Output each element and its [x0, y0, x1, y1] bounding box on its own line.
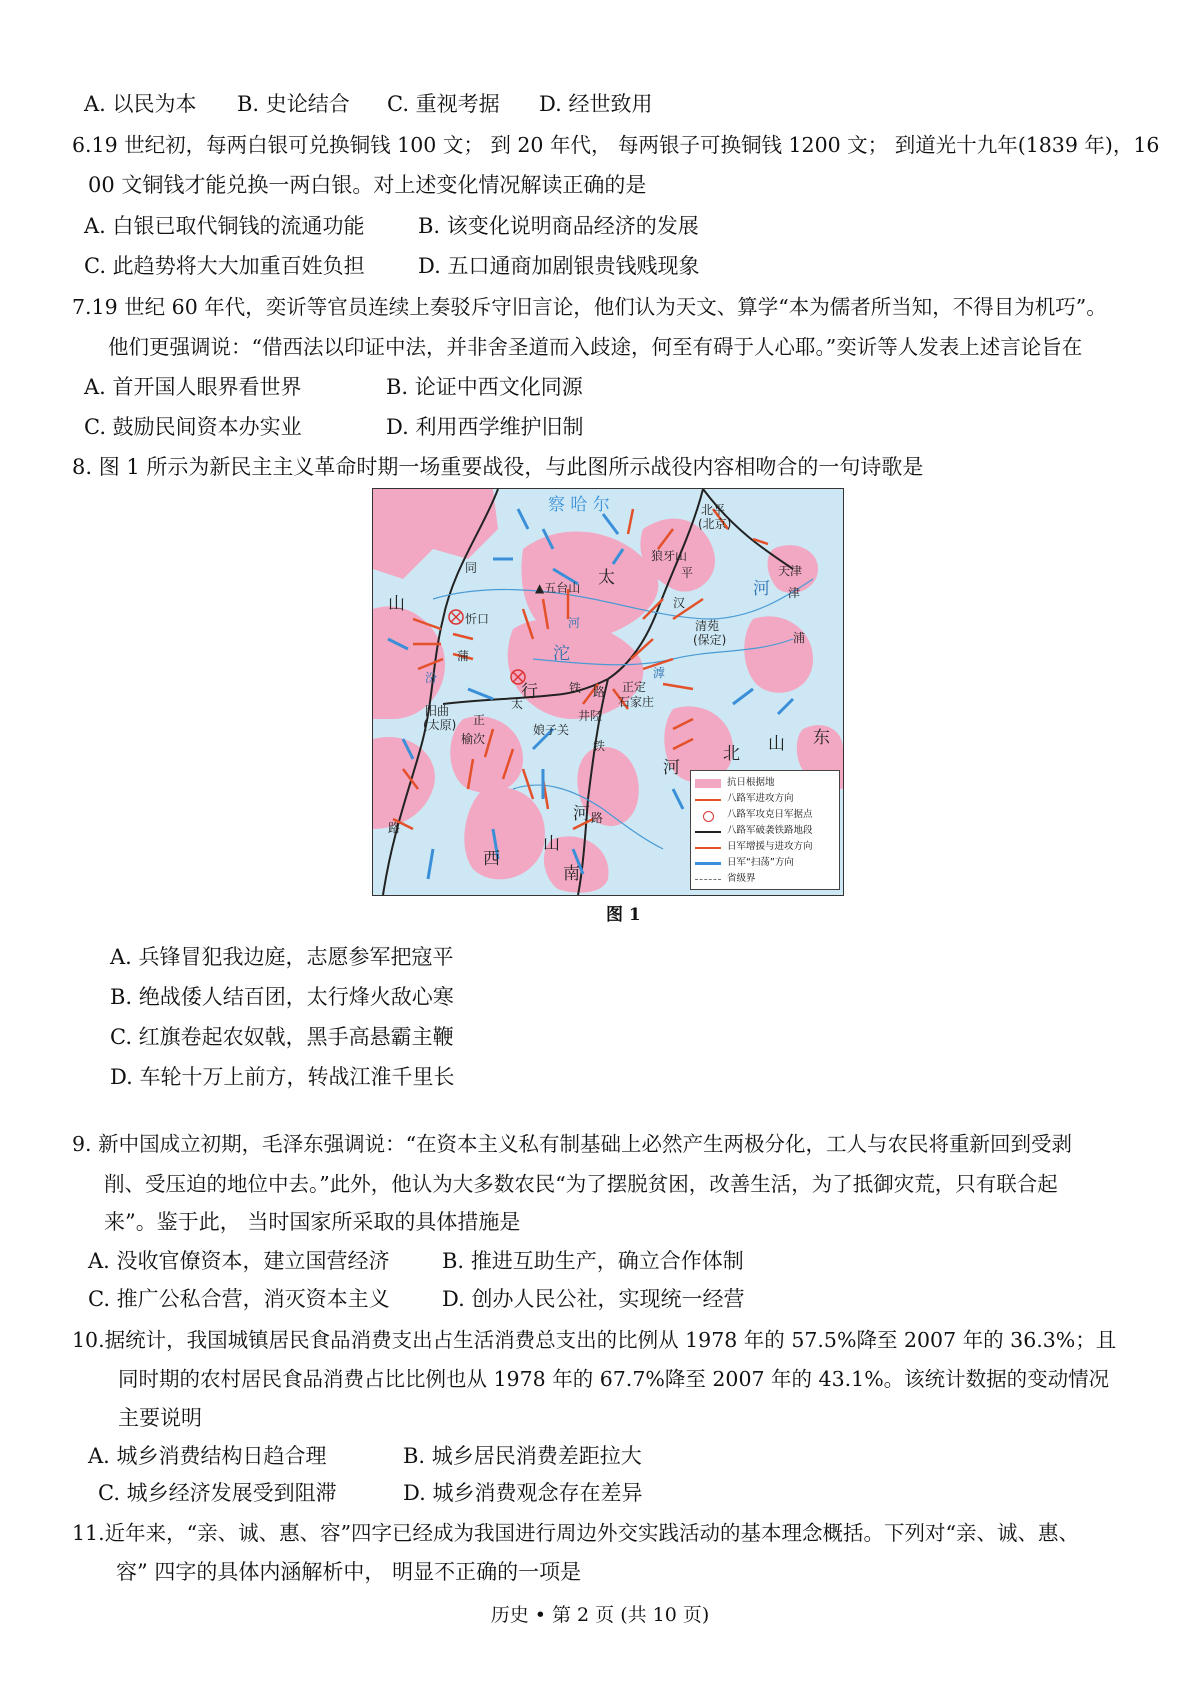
map-label-jin: 津	[788, 586, 801, 600]
map-label-tuo: 沱	[553, 644, 570, 664]
q9-options-row2	[88, 1285, 988, 1313]
map-label-he-river: 河	[753, 579, 770, 599]
q7-option-d: D. 利用西学维护旧制	[386, 415, 584, 439]
map-label-shan-big: 山	[543, 834, 560, 854]
page-footer: 历史 • 第 2 页 (共 10 页)	[490, 1604, 710, 1626]
q6-option-a: A. 白银已取代铜钱的流通功能	[84, 214, 365, 238]
map-label-henan-he: 河	[573, 804, 590, 824]
legend-label: 八路军进攻方向	[727, 793, 794, 804]
map-label-shanxi-shan: 山	[388, 594, 405, 614]
q9-options-row1	[88, 1247, 988, 1275]
map-label-tie-south: 铁	[593, 739, 606, 753]
legend-swatch-base-area	[695, 779, 721, 788]
q10-stem-line1: 10.据统计，我国城镇居民食品消费支出占生活消费总支出的比例从 1978 年的 57.5%降至 2007 年的 36.3%；且	[72, 1328, 1117, 1352]
legend-swatch-red-arrow	[695, 799, 721, 801]
map-label-tianjin: 天津	[778, 564, 803, 578]
legend-swatch-railway	[695, 831, 721, 833]
map-label-lu-north: 路	[593, 685, 606, 699]
map-label-hu: 滹	[653, 666, 666, 680]
q7-option-c: C. 鼓励民间资本办实业	[84, 415, 302, 439]
map-label-zheng: 正	[473, 713, 486, 727]
q7-stem-line2: 他们更强调说：“借西法以印证中法，并非舍圣道而入歧途，何至有碍于人心耶。”奕䜣等人发表上述言论旨在	[108, 335, 1083, 359]
q9-stem-line1: 9. 新中国成立初期，毛泽东强调说：“在资本主义私有制基础上必然产生两极分化，工人与农民将重新回到受剥	[72, 1132, 1073, 1156]
q9-option-d: D. 创办人民公社，实现统一经营	[442, 1287, 745, 1311]
q10-stem-line2: 同时期的农村居民食品消费占比比例也从 1978 年的 67.7%降至 2007 年的 43.1%。该统计数据的变动情况	[118, 1367, 1110, 1391]
map-label-chahaer: 察 哈 尔	[548, 495, 610, 515]
legend-label: 日军“扫荡”方向	[727, 857, 794, 868]
legend-label: 八路军破袭铁路地段	[727, 825, 813, 836]
legend-item-japanese-reinforce	[695, 841, 837, 853]
map-legend	[690, 770, 840, 890]
q9-stem-line2: 削、受压迫的地位中去。”此外，他认为大多数农民“为了摆脱贫困，改善生活，为了抵御灾荒，只有联合起	[104, 1172, 1058, 1196]
map-label-lu-south: 路	[591, 811, 604, 825]
q10-stem-line3: 主要说明	[118, 1406, 202, 1430]
q8-option-a: A. 兵锋冒犯我边庭，志愿参军把寇平	[110, 945, 454, 969]
map-label-han: 汉	[673, 596, 686, 610]
q6-stem-line2: 00 文铜钱才能兑换一两白银。对上述变化情况解读正确的是	[88, 173, 647, 197]
map-label-pu2: 浦	[793, 631, 806, 645]
map-label-langyashan: 狼牙山	[651, 549, 688, 563]
legend-label: 八路军攻克日军据点	[727, 809, 813, 820]
map-label-beiping: 北平	[701, 503, 726, 517]
legend-swatch-captured-icon	[703, 811, 714, 822]
map-label-niangziguan: 娘子关	[533, 723, 570, 737]
map-label-tong: 同	[465, 561, 478, 575]
map-label-baoding: (保定)	[693, 633, 727, 647]
q5-option-a: A. 以民为本	[84, 92, 197, 116]
map-label-yuci: 榆次	[461, 732, 486, 746]
legend-label: 省级界	[727, 873, 756, 884]
legend-item-eighth-route-attack	[695, 793, 837, 805]
q8-stem: 8. 图 1 所示为新民主主义革命时期一场重要战役，与此图所示战役内容相吻合的一句诗歌是	[72, 455, 924, 479]
q10-options-row1	[88, 1442, 988, 1470]
map-label-hebei-he: 河	[663, 758, 680, 778]
q9-option-b: B. 推进互助生产，确立合作体制	[442, 1249, 744, 1273]
map-label-xinkou: 忻口	[465, 612, 490, 626]
q6-stem-line1: 6.19 世纪初，每两白银可兑换铜钱 100 文； 到 20 年代， 每两银子可换铜钱 1200 文； 到道光十九年(1839 年)，16	[72, 133, 1160, 157]
map-label-lu-west: 路	[388, 821, 401, 835]
q10-option-c: C. 城乡经济发展受到阻滞	[98, 1481, 337, 1505]
map-label-zhengding: 正定	[622, 680, 647, 694]
q5-option-b: B. 史论结合	[237, 92, 350, 116]
figure-caption: 图 1	[606, 905, 641, 925]
legend-item-base-area	[695, 777, 837, 789]
q6-option-b: B. 该变化说明商品经济的发展	[418, 214, 699, 238]
q5-option-c: C. 重视考据	[387, 92, 500, 116]
q10-option-a: A. 城乡消费结构日趋合理	[88, 1444, 327, 1468]
q6-option-c: C. 此趋势将大大加重百姓负担	[84, 254, 365, 278]
legend-item-captured	[695, 809, 837, 821]
q10-options-row2	[98, 1479, 998, 1507]
q9-stem-line3: 来”。鉴于此， 当时国家所采取的具体措施是	[104, 1210, 521, 1234]
q9-option-a: A. 没收官僚资本，建立国营经济	[88, 1249, 390, 1273]
q7-options-row1	[84, 373, 984, 401]
q6-options-row1	[84, 212, 984, 240]
map-label-jingxing: 井陉	[578, 709, 603, 723]
legend-item-railway-raid	[695, 825, 837, 837]
map-label-wutaishan: ▲五台山	[535, 581, 581, 595]
map-label-taiyuan: (太原)	[423, 718, 457, 732]
map-label-hang: 行	[521, 682, 538, 702]
map-label-tai2: 太	[511, 697, 524, 711]
map-label-shandong-shan: 山	[768, 734, 785, 754]
legend-label: 日军增援与进攻方向	[727, 841, 813, 852]
map-label-he3: 河	[568, 616, 581, 630]
q7-option-b: B. 论证中西文化同源	[386, 375, 583, 399]
map-label-shandong-dong: 东	[813, 728, 830, 748]
legend-item-mopping-up	[695, 857, 837, 869]
q10-option-b: B. 城乡居民消费差距拉大	[403, 1444, 642, 1468]
map-label-shijiazhuang: 石家庄	[618, 695, 655, 709]
q7-stem-line1: 7.19 世纪 60 年代，奕䜣等官员连续上奏驳斥守旧言论，他们认为天文、算学“本为儒者所当知，不得目为机巧”。	[72, 295, 1107, 319]
q10-option-d: D. 城乡消费观念存在差异	[403, 1481, 643, 1505]
legend-swatch-blue-arrow	[695, 862, 721, 865]
map-label-qingyuan: 清苑	[695, 619, 720, 633]
map-label-henan-nan: 南	[563, 864, 580, 884]
legend-label: 抗日根据地	[727, 777, 775, 788]
q5-option-d: D. 经世致用	[539, 92, 653, 116]
q11-stem-line1: 11.近年来，“亲、诚、惠、容”四字已经成为我国进行周边外交实践活动的基本理念概括。下列对“亲、诚、惠、	[72, 1521, 1080, 1545]
legend-item-provincial-border	[695, 873, 837, 885]
map-label-tai: 太	[598, 568, 615, 588]
map-label-shanxi-xi: 西	[483, 849, 500, 869]
q8-option-d: D. 车轮十万上前方，转战江淮千里长	[110, 1065, 455, 1089]
q7-options-row2	[84, 413, 984, 441]
q9-option-c: C. 推广公私合营，消灭资本主义	[88, 1287, 390, 1311]
q6-options-row2	[84, 252, 984, 280]
map-label-pu: 蒲	[457, 649, 470, 663]
map-label-yangqu: 阳曲	[425, 704, 450, 718]
legend-swatch-border	[695, 879, 721, 880]
legend-swatch-japanese-arrow	[695, 847, 721, 849]
q11-stem-line2: 容” 四字的具体内涵解析中， 明显不正确的一项是	[116, 1560, 582, 1584]
q5-options	[84, 90, 1134, 118]
map-label-hebei-bei: 北	[723, 744, 740, 764]
map-label-ping: 平	[681, 566, 694, 580]
map-label-fen: 汾	[425, 671, 438, 685]
q8-option-c: C. 红旗卷起农奴戟，黑手高悬霸主鞭	[110, 1025, 454, 1049]
q6-option-d: D. 五口通商加剧银贵钱贱现象	[418, 254, 700, 278]
map-label-tie-north: 铁	[569, 681, 582, 695]
map-label-beijing: (北京)	[698, 517, 732, 531]
q8-option-b: B. 绝战倭人结百团，太行烽火敌心寒	[110, 985, 454, 1009]
q7-option-a: A. 首开国人眼界看世界	[84, 375, 302, 399]
